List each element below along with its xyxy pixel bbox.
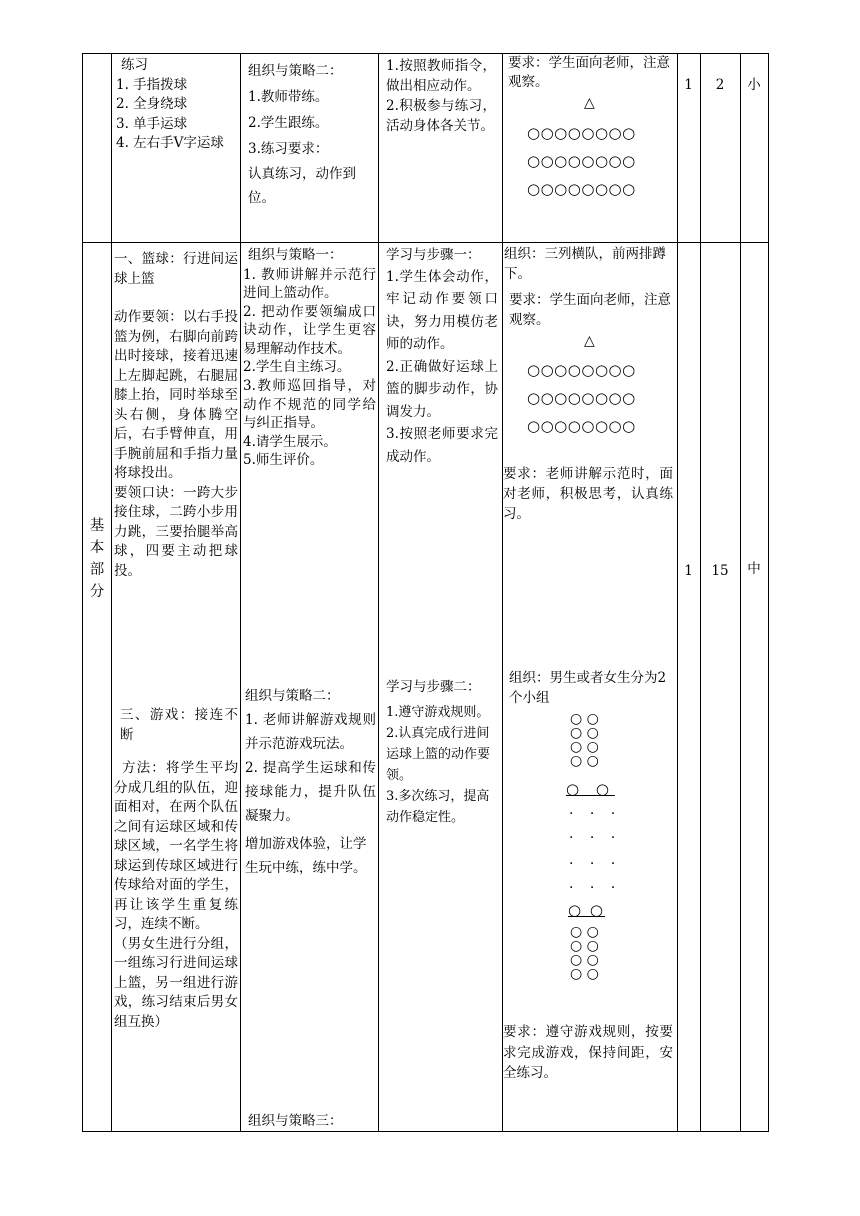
group-organization-text: 组织：男生或者女生分为2个小组: [509, 670, 667, 706]
row1-teacher-item: 认真练习，动作到位。: [248, 166, 356, 206]
column-divider-org: [677, 53, 678, 1131]
row1-content-cell: [116, 56, 238, 154]
game-spacing-dots: · · ·: [569, 830, 622, 846]
column-divider-content: [240, 53, 241, 1131]
section-label-text: 基本部分: [89, 518, 105, 600]
teacher-strategy-one-items: 1. 教师讲解并示范行进间上篮动作。 2. 把动作要领编成口诀动作，让学生更容易理解动作技术。 2.学生自主练习。 3.教师巡回指导，对动作不规范的同学给与纠正指导。 4.请学生展示。 5.师生评价。: [243, 266, 376, 469]
row1-org-cell: [508, 54, 674, 240]
row1-times: 1: [684, 77, 693, 93]
game-group-pair: ○ ○: [570, 966, 599, 982]
teacher-strategy-one-heading: 组织与策略一：: [248, 247, 343, 263]
row1-teacher-heading: 组织与策略二：: [248, 63, 343, 79]
student-step-two-heading: 学习与步骤二：: [386, 679, 481, 695]
column-divider-student: [502, 53, 503, 1131]
table-border-bottom: [82, 1131, 769, 1132]
movement-essentials: 动作要领：以右手投篮为例，右脚向前跨出时接球，接着迅速上左脚起跳，右腿屈膝上抬，同时举球至头右侧，身体腾空后，右手臂伸直，用手腕前屈和手指力量将球投出。: [114, 309, 238, 481]
row-divider: [82, 242, 769, 243]
section-label: [88, 515, 106, 603]
table-border-left: [82, 53, 83, 1131]
row2-org-cell: [504, 244, 676, 330]
row1-intensity: 小: [747, 77, 761, 93]
game-group-pair: ○ ○: [570, 938, 599, 954]
row2-intensity: 中: [747, 561, 761, 577]
game-group-pair: ○ ○: [570, 725, 599, 741]
row1-teacher-item: 1.教师带练。: [248, 89, 329, 105]
org-requirement-two: 要求：老师讲解示范时，面对老师，积极思考，认真练习。: [503, 466, 673, 522]
game-group-pair: ○ ○: [570, 924, 599, 940]
student-step-one-heading: 学习与步骤一：: [386, 247, 481, 263]
basketball-title: 一、篮球：行进间运球上篮: [114, 251, 238, 287]
row1-content-item: 3. 单手运球: [116, 115, 188, 132]
game-spacing-dots: · · ·: [569, 880, 622, 896]
row1-content-item: 4. 左右手V字运球: [116, 135, 224, 151]
game-group-pair: ○ ○: [570, 753, 599, 769]
student-step-one-items: 1.学生体会动作，牢记动作要领口诀，努力用模仿老师的动作。 2.正确做好运球上篮的脚步动作，协调发力。 3.按照老师要求完成动作。: [386, 268, 498, 465]
game-spacing-dots: · · ·: [569, 856, 622, 872]
row2-teacher-game-cell: [245, 684, 376, 880]
row1-teacher-item: 3.练习要求：: [248, 141, 329, 157]
row1-requirement: 要求：学生面向老师，注意观察。: [508, 55, 670, 90]
column-divider-times: [700, 53, 701, 1131]
game-group-pair: ○ ○: [570, 739, 599, 755]
student-row-formation: ○○○○○○○○: [527, 152, 636, 170]
student-row-formation: ○○○○○○○○: [527, 180, 636, 198]
row1-teacher-item: 2.学生跟练。: [248, 115, 329, 131]
student-row-formation: ○○○○○○○○: [527, 361, 636, 379]
game-spacing-dots: · · ·: [569, 806, 622, 822]
formation-text: 组织：三列横队，前两排蹲下。: [504, 246, 666, 282]
student-row-formation: ○○○○○○○○: [527, 389, 636, 407]
org-requirement-one: 要求：学生面向老师，注意观察。: [509, 292, 671, 328]
column-divider-teacher: [378, 53, 379, 1131]
teacher-strategy-two-heading: 组织与策略二：: [245, 688, 340, 704]
org-requirement-three: 要求：遵守游戏规则，按要求完成游戏，保持间距，安全练习。: [503, 1024, 673, 1081]
student-row-formation: ○○○○○○○○: [527, 124, 636, 142]
game-title: 三、游戏：接连不断: [120, 707, 238, 743]
column-divider-section: [111, 53, 112, 1131]
row1-student-cell: 1.按照教师指令，做出相应动作。 2.积极参与练习，活动身体各关节。: [386, 58, 496, 134]
row2-content-cell: [114, 250, 238, 581]
table-border-right: [768, 53, 769, 1131]
game-content-cell: [114, 706, 238, 1032]
game-note: （男女生进行分组，一组练习行进间运球上篮，另一组进行游戏，练习结束后男女组互换）: [114, 935, 238, 1030]
teacher-position-icon: △: [584, 95, 595, 111]
column-divider-minutes: [740, 53, 741, 1131]
game-group-front-pair: ○ ○: [566, 780, 615, 798]
row2-minutes: 15: [711, 563, 729, 579]
game-group-front-pair: ○ ○: [568, 901, 605, 919]
row2-times: 1: [684, 563, 693, 579]
game-method: 方法：将学生平均分成几组的队伍，迎面相对，在两个队伍之间有运球区域和传球区域，一名学生将球运到传球区域进行传球给对面的学生，再让该学生重复练习，连续不断。: [114, 760, 238, 932]
row1-content-title: 练习: [121, 57, 148, 73]
row2-student-game-cell: [386, 678, 498, 828]
game-group-pair: ○ ○: [570, 952, 599, 968]
row1-minutes: 2: [715, 77, 725, 93]
row2-student-cell: [386, 246, 498, 468]
teacher-position-icon: △: [584, 333, 595, 349]
row1-content-item: 1. 手指拨球: [116, 76, 188, 93]
row1-content-item: 2. 全身绕球: [116, 96, 188, 112]
teacher-strategy-two-extra: 增加游戏体验，让学生玩中练，练中学。: [245, 836, 367, 876]
row2-teacher-cell: [243, 246, 376, 470]
student-row-formation: ○○○○○○○○: [527, 417, 636, 435]
teacher-strategy-three-heading: 组织与策略三：: [248, 1113, 343, 1129]
teacher-strategy-two-items: 1. 老师讲解游戏规则并示范游戏玩法。 2. 提高学生运球和传接球能力，提升队伍凝聚力。: [245, 712, 376, 824]
game-group-pair: ○ ○: [570, 711, 599, 727]
row1-teacher-cell: [248, 58, 374, 210]
essentials-rhyme: 要领口诀：一跨大步接住球，二跨小步用力跳，三要抬腿举高球，四要主动把球投。: [114, 484, 238, 579]
student-step-two-items: 1.遵守游戏规则。 2.认真完成行进间运球上篮的动作要领。 3.多次练习，提高动作稳定性。: [386, 704, 491, 825]
